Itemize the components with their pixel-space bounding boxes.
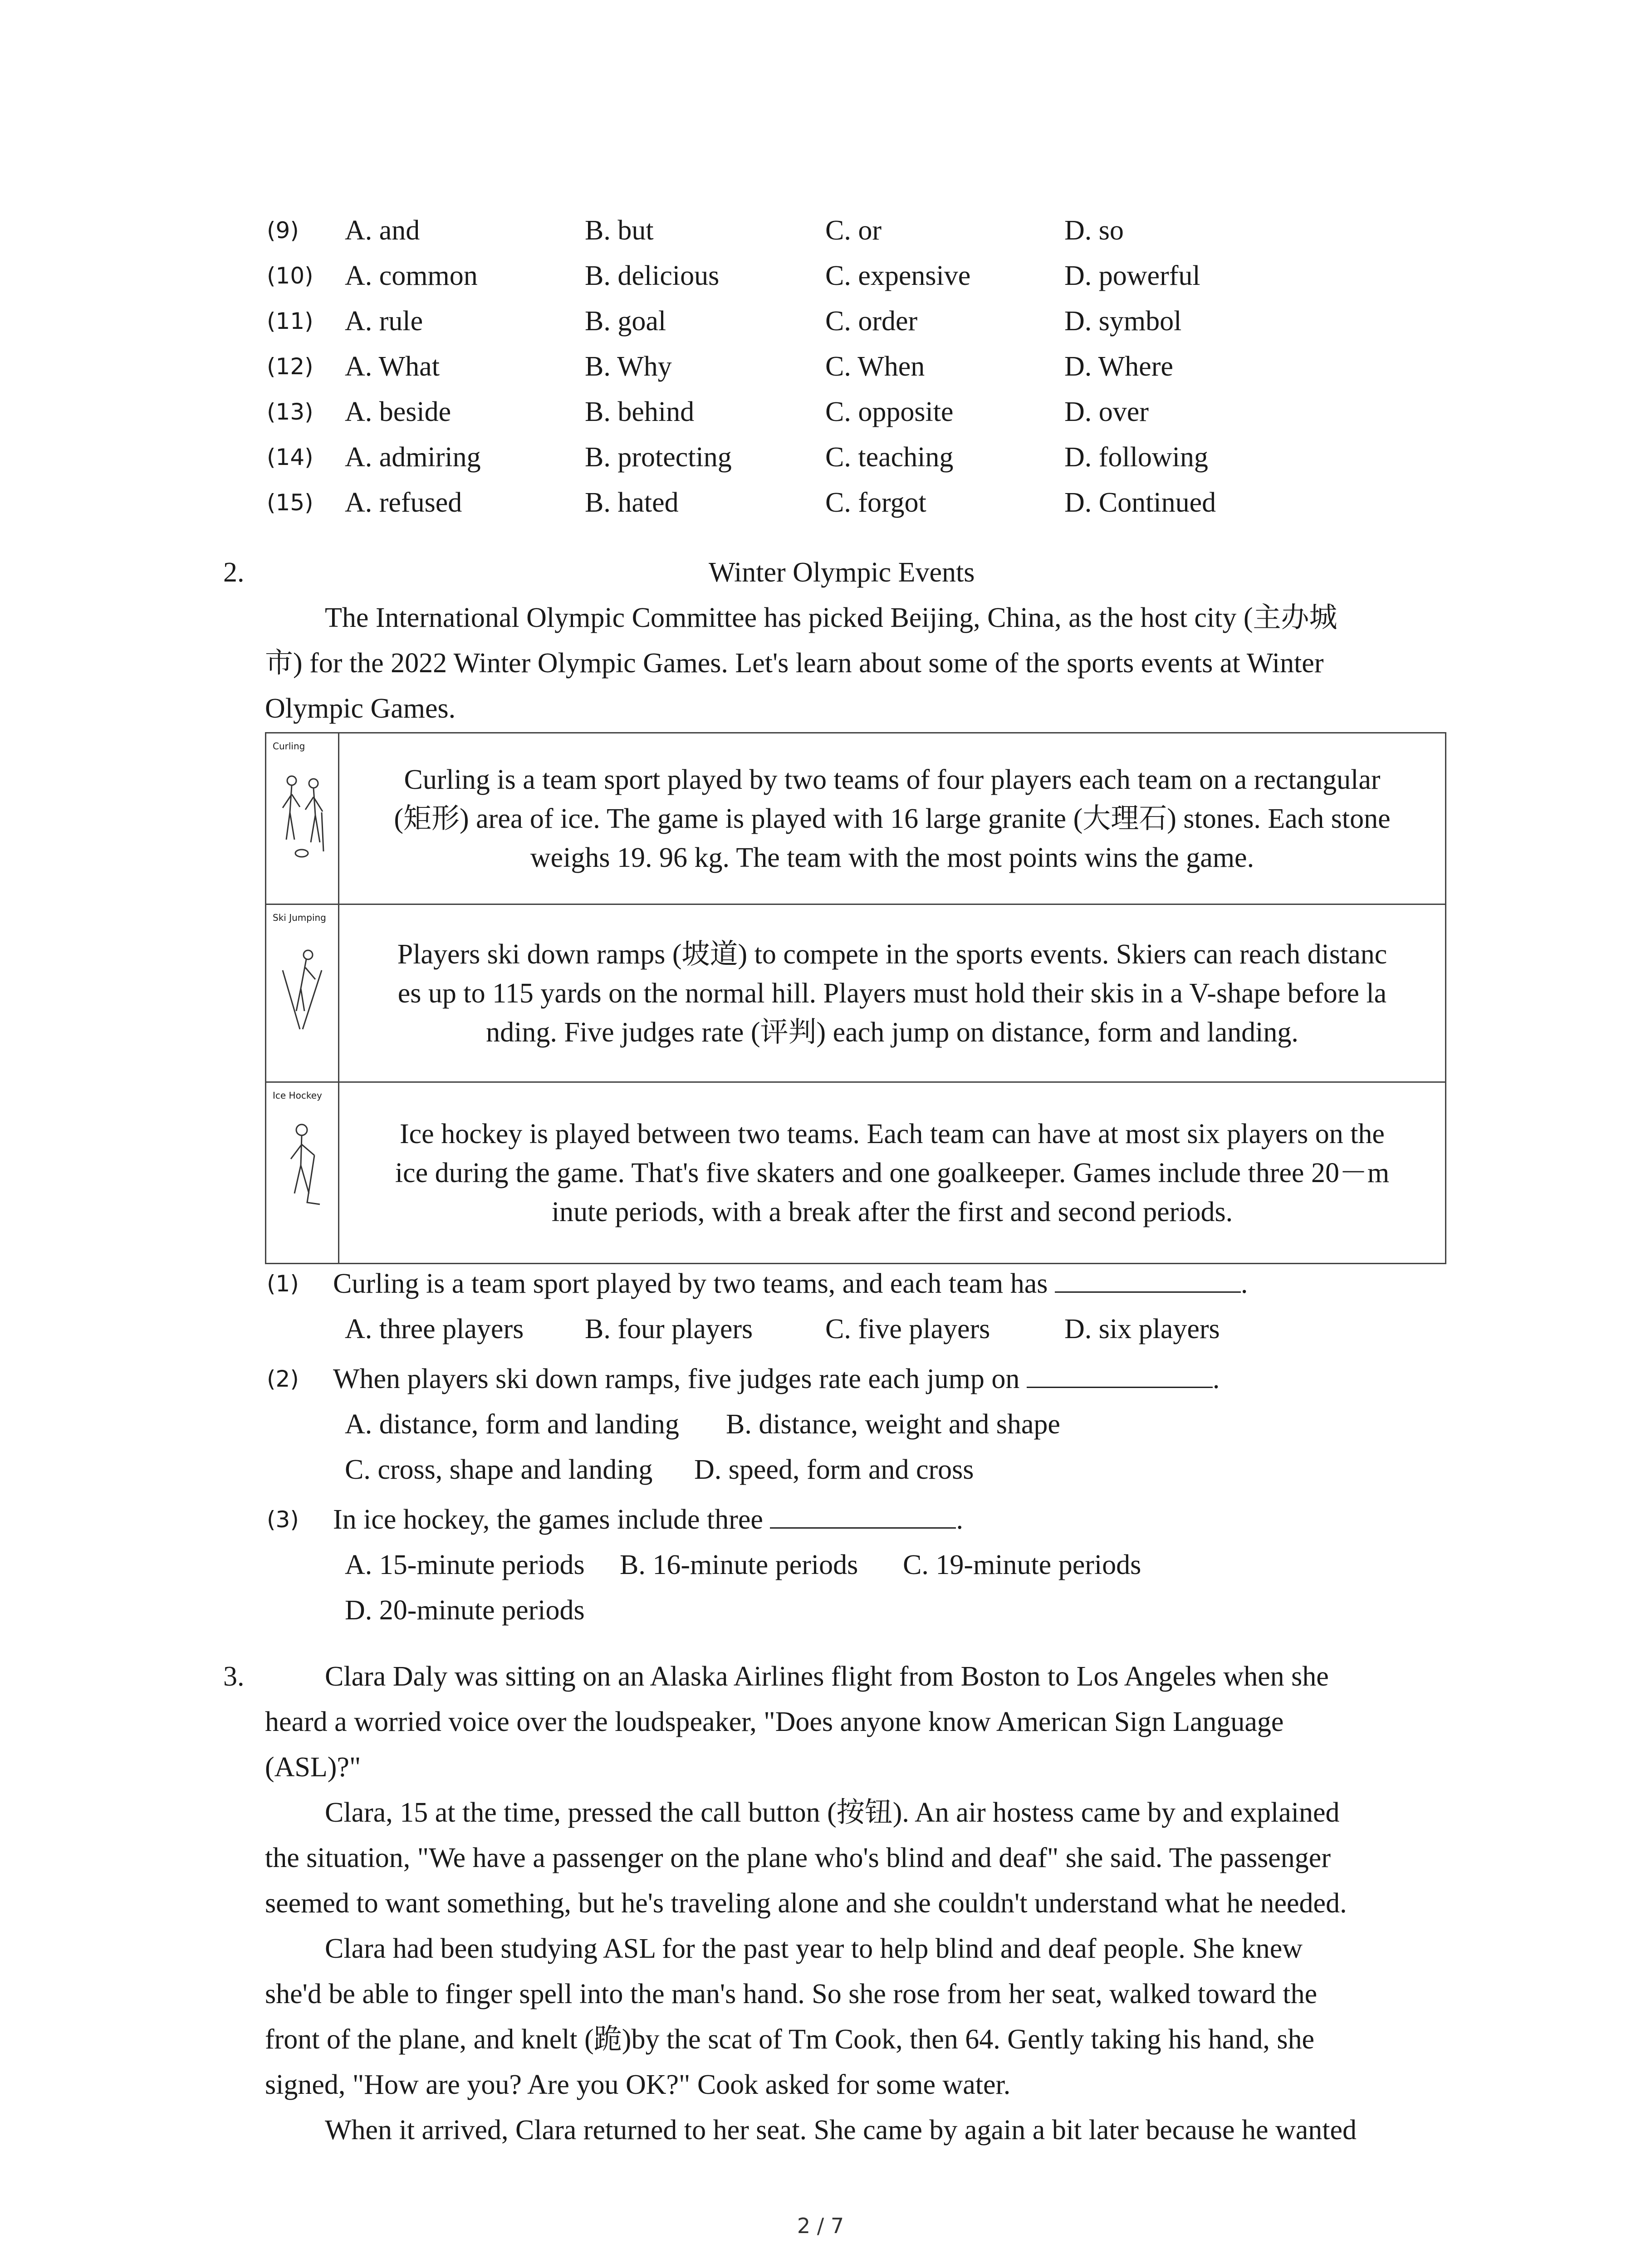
- option-b: B. delicious: [585, 260, 720, 291]
- question-stem-text: Curling is a team sport played by two teams, and each team has: [333, 1268, 1048, 1299]
- question-number: (10): [267, 263, 314, 289]
- option-c: C. teaching: [825, 442, 954, 473]
- event-row-ice-hockey: [266, 1082, 1446, 1264]
- option-a: A. common: [345, 260, 478, 291]
- description-line: nding. Five judges rate (评判) each jump on distance, form and landing.: [486, 1017, 1298, 1048]
- option-a: A. refused: [345, 487, 462, 518]
- option-c: C. forgot: [825, 487, 926, 518]
- answer-blank: [1055, 1263, 1241, 1293]
- option-a: A. rule: [345, 306, 423, 337]
- option-b: B. four players: [585, 1314, 753, 1344]
- option-a: A. three players: [345, 1314, 524, 1344]
- intro-line: 市) for the 2022 Winter Olympic Games. Let's learn about some of the sports events at Winter: [265, 648, 1324, 679]
- question-stem: [333, 1261, 1248, 1306]
- intro-line: Olympic Games.: [265, 693, 456, 724]
- events-table: [265, 732, 1446, 1264]
- option-d: D. over: [1064, 396, 1149, 427]
- option-a: A. What: [345, 351, 440, 382]
- description-line: Curling is a team sport played by two teams of four players each team on a rectangular: [404, 764, 1381, 795]
- curling-icon: [278, 763, 328, 867]
- passage-line: front of the plane, and knelt (跪)by the scat of Tm Cook, then 64. Gently taking his hand, she: [265, 2024, 1315, 2055]
- question-number: (2): [267, 1366, 299, 1392]
- question-number: (15): [267, 489, 314, 516]
- event-label: Ice Hockey: [273, 1090, 322, 1101]
- option-d: D. Continued: [1064, 487, 1216, 518]
- description-line: es up to 115 yards on the normal hill. Players must hold their skis in a V-shape before la: [397, 978, 1387, 1009]
- event-picture-cell: [266, 1082, 339, 1264]
- section-number: 3.: [223, 1661, 245, 1692]
- option-b: B. distance, weight and shape: [726, 1409, 1060, 1440]
- passage-line: heard a worried voice over the loudspeaker, "Does anyone know American Sign Language: [265, 1706, 1284, 1737]
- question-number: (3): [267, 1506, 299, 1533]
- option-b: B. hated: [585, 487, 679, 518]
- event-row-ski-jumping: [266, 904, 1446, 1082]
- passage-line: Clara, 15 at the time, pressed the call button (按钮). An air hostess came by and explained: [325, 1797, 1340, 1828]
- option-d: D. powerful: [1064, 260, 1200, 291]
- description-line: Players ski down ramps (坡道) to compete in the sports events. Skiers can reach distanc: [397, 938, 1387, 970]
- question-number: (9): [267, 217, 299, 244]
- passage-line: she'd be able to finger spell into the man's hand. So she rose from her seat, walked toward the: [265, 1979, 1318, 2009]
- option-b: B. goal: [585, 306, 666, 337]
- page-number: 2 / 7: [797, 2214, 844, 2238]
- option-b: B. but: [585, 215, 654, 246]
- option-a: A. and: [345, 215, 420, 246]
- description-line: Ice hockey is played between two teams. Each team can have at most six players on the: [400, 1118, 1385, 1149]
- question-stem-end: .: [1240, 1268, 1248, 1299]
- option-d: D. so: [1064, 215, 1124, 246]
- option-c: C. five players: [825, 1314, 990, 1344]
- ski-jumping-icon: [278, 934, 328, 1038]
- event-description: [339, 733, 1446, 904]
- question-stem-end: .: [1212, 1364, 1220, 1394]
- answer-blank: [1027, 1359, 1213, 1388]
- option-d: D. Where: [1064, 351, 1173, 382]
- passage-line: the situation, "We have a passenger on the plane who's blind and deaf" she said. The passenger: [265, 1843, 1331, 1873]
- option-b: B. behind: [585, 396, 695, 427]
- passage-line: seemed to want something, but he's traveling alone and she couldn't understand what he needed.: [265, 1888, 1347, 1919]
- option-b: B. 16-minute periods: [620, 1549, 858, 1580]
- question-stem: [333, 1356, 1220, 1402]
- event-row-curling: [266, 733, 1446, 904]
- option-a: A. beside: [345, 396, 451, 427]
- option-c: C. When: [825, 351, 925, 382]
- event-description: [339, 904, 1446, 1082]
- option-d: D. six players: [1064, 1314, 1220, 1344]
- passage-line: Clara had been studying ASL for the past year to help blind and deaf people. She knew: [325, 1933, 1303, 1964]
- ice-hockey-icon: [278, 1112, 328, 1216]
- section-title: Winter Olympic Events: [709, 557, 975, 588]
- option-d: D. following: [1064, 442, 1208, 473]
- passage-line: Clara Daly was sitting on an Alaska Airlines flight from Boston to Los Angeles when she: [325, 1661, 1329, 1692]
- option-a: A. admiring: [345, 442, 481, 473]
- section-number: 2.: [223, 557, 245, 588]
- question-stem-end: .: [956, 1504, 963, 1535]
- event-picture-cell: [266, 904, 339, 1082]
- description-line: (矩形) area of ice. The game is played with 16 large granite (大理石) stones. Each stone: [394, 803, 1391, 834]
- question-stem-text: In ice hockey, the games include three: [333, 1504, 763, 1535]
- question-stem-text: When players ski down ramps, five judges rate each jump on: [333, 1364, 1020, 1394]
- option-c: C. order: [825, 306, 918, 337]
- option-c: C. cross, shape and landing: [345, 1454, 653, 1485]
- option-c: C. 19-minute periods: [903, 1549, 1141, 1580]
- question-number: (14): [267, 444, 314, 470]
- option-c: C. or: [825, 215, 882, 246]
- passage-line: signed, "How are you? Are you OK?" Cook asked for some water.: [265, 2069, 1011, 2100]
- question-number: (12): [267, 353, 314, 380]
- option-d: D. speed, form and cross: [694, 1454, 974, 1485]
- passage-line: When it arrived, Clara returned to her seat. She came by again a bit later because he wanted: [325, 2115, 1357, 2146]
- description-line: weighs 19. 96 kg. The team with the most points wins the game.: [530, 842, 1254, 873]
- event-label: Curling: [273, 741, 305, 752]
- option-a: A. 15-minute periods: [345, 1549, 585, 1580]
- option-b: B. Why: [585, 351, 672, 382]
- option-a: A. distance, form and landing: [345, 1409, 679, 1440]
- passage-line: (ASL)?": [265, 1752, 361, 1783]
- event-label: Ski Jumping: [273, 912, 326, 923]
- question-number: (1): [267, 1271, 299, 1297]
- option-c: C. opposite: [825, 396, 954, 427]
- description-line: ice during the game. That's five skaters and one goalkeeper. Games include three 20－m: [395, 1157, 1390, 1188]
- answer-blank: [770, 1499, 956, 1529]
- option-d: D. 20-minute periods: [345, 1595, 585, 1626]
- description-line: inute periods, with a break after the first and second periods.: [551, 1196, 1233, 1227]
- option-b: B. protecting: [585, 442, 732, 473]
- option-d: D. symbol: [1064, 306, 1182, 337]
- event-description: [339, 1082, 1446, 1264]
- option-c: C. expensive: [825, 260, 971, 291]
- event-picture-cell: [266, 733, 339, 904]
- question-stem: [333, 1497, 963, 1542]
- intro-line: The International Olympic Committee has picked Beijing, China, as the host city (主办城: [325, 602, 1337, 633]
- question-number: (13): [267, 399, 314, 425]
- question-number: (11): [267, 308, 314, 334]
